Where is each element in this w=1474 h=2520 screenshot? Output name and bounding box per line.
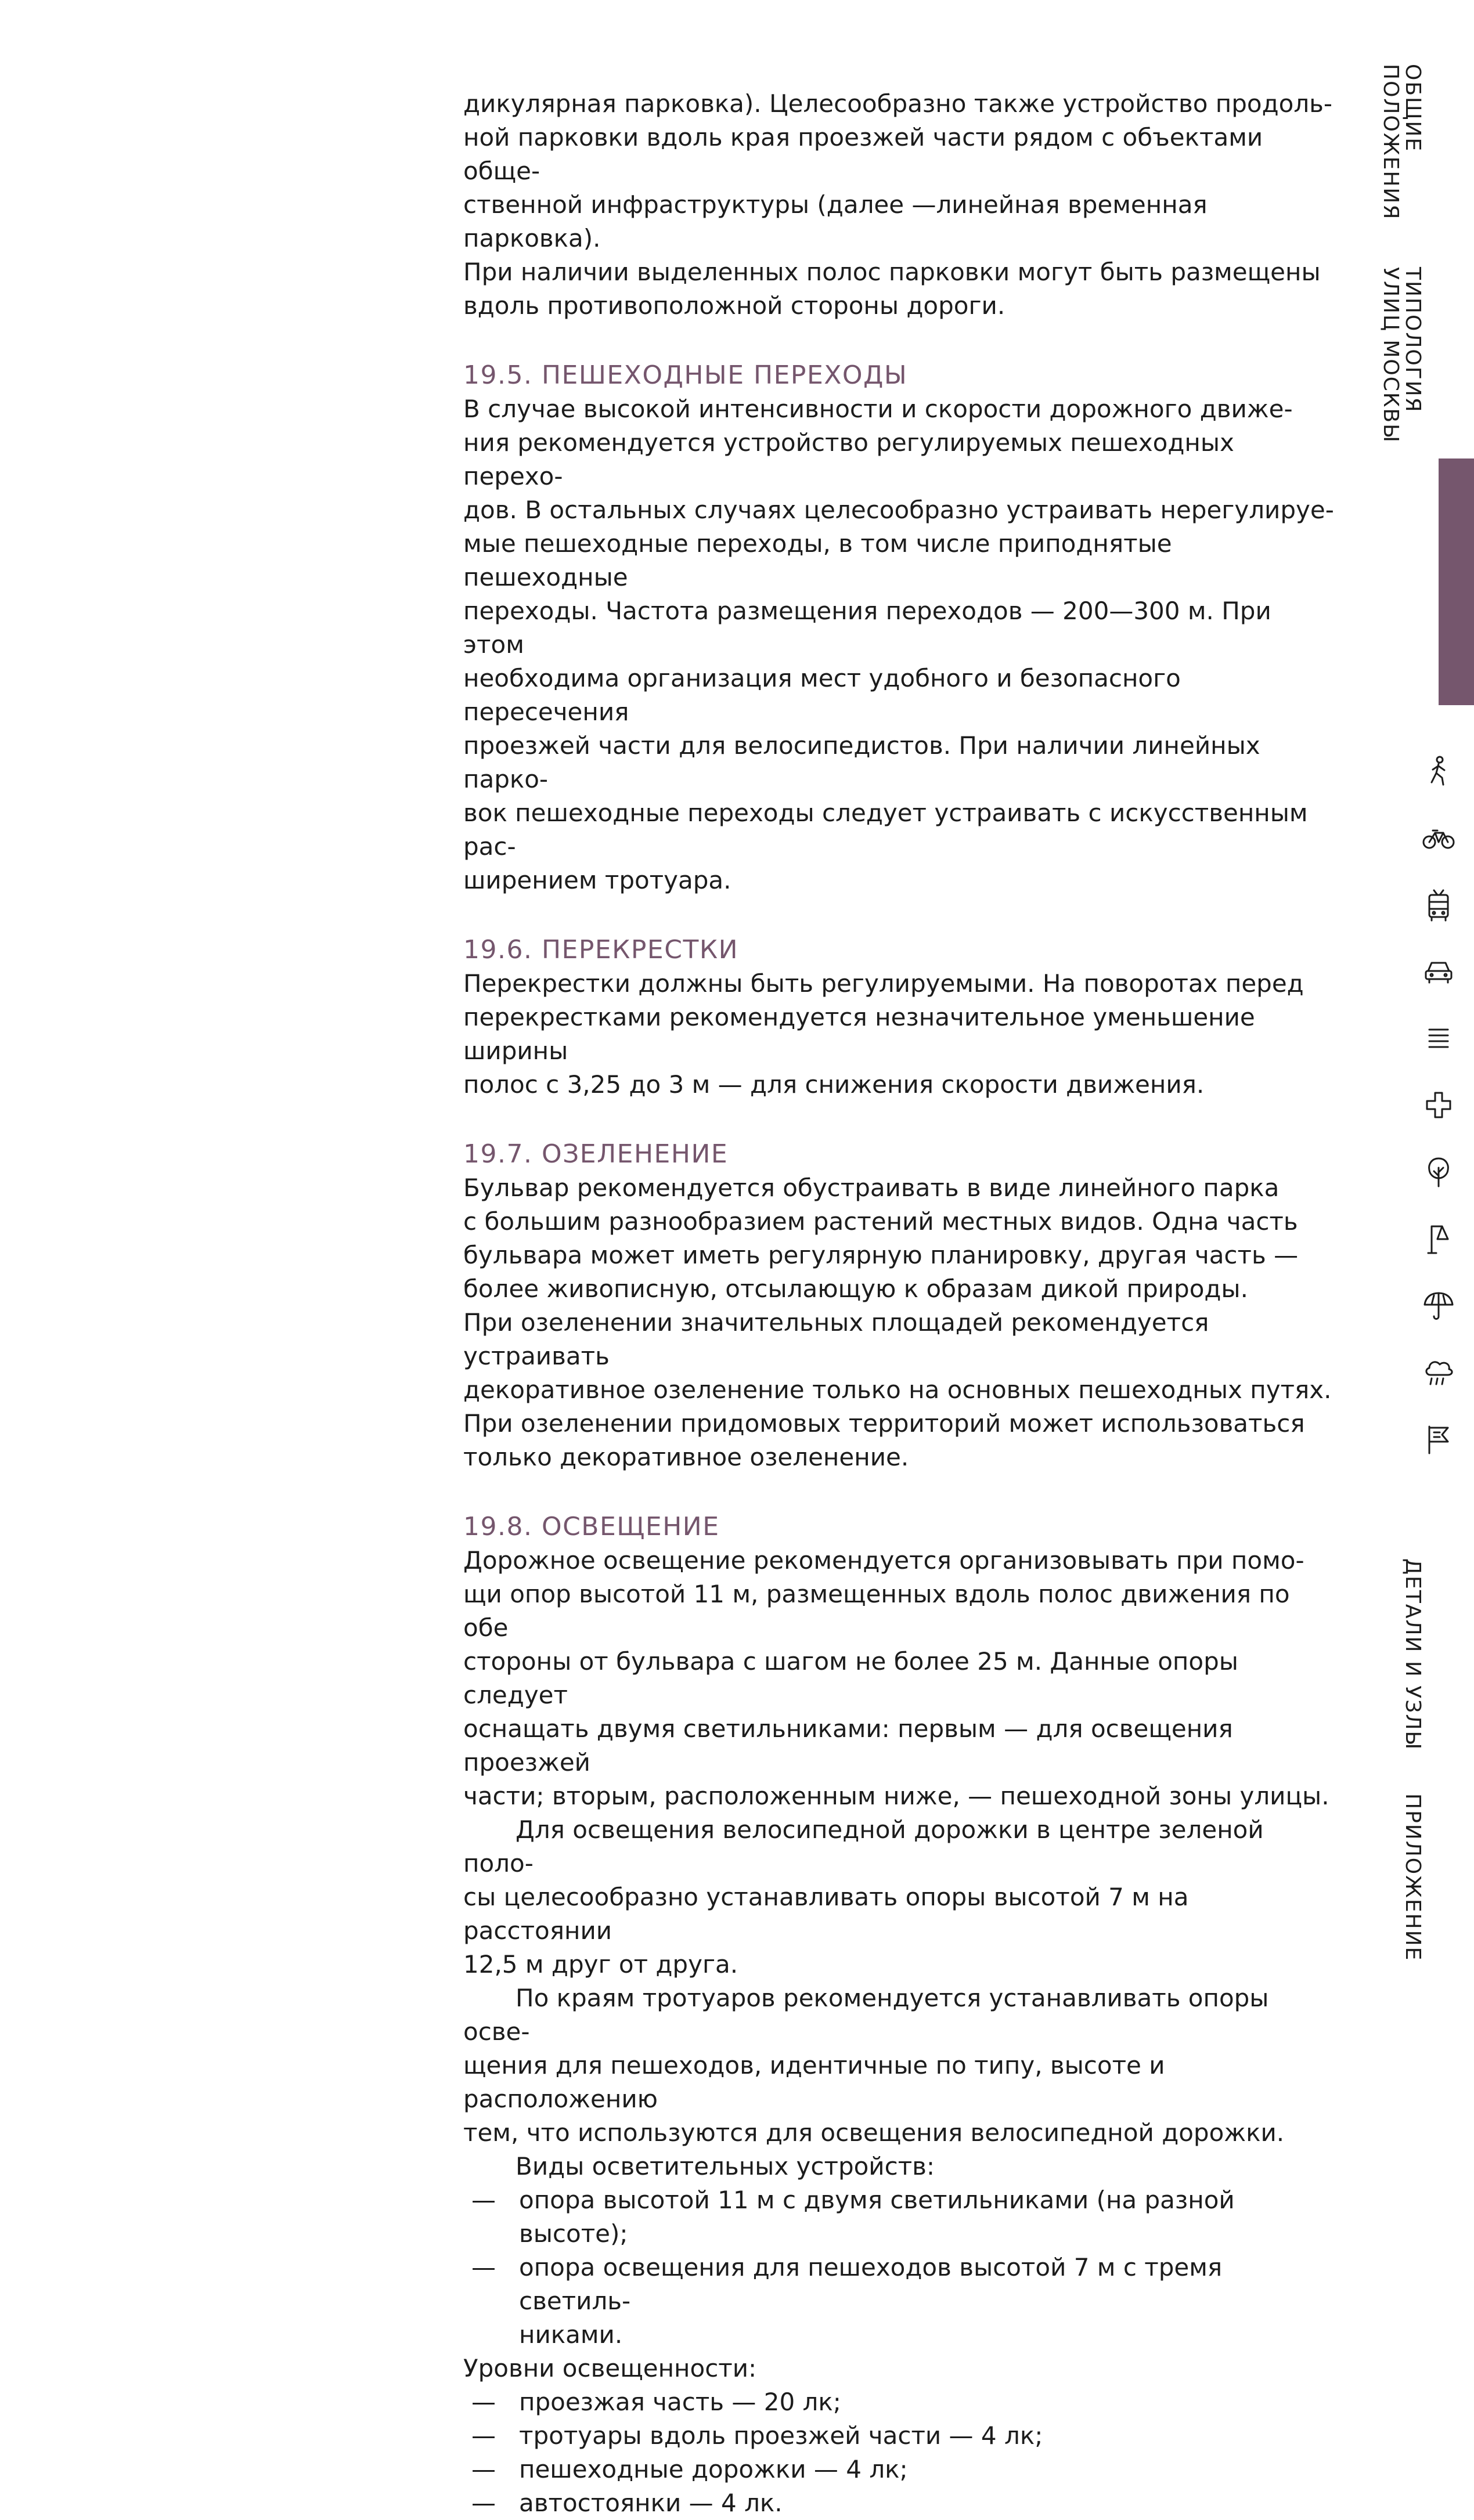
tree-icon[interactable] xyxy=(1421,1155,1456,1190)
list-item-text: тротуары вдоль проезжей части — 4 лк; xyxy=(519,2421,1043,2450)
main-content xyxy=(463,87,1334,2520)
paragraph-19-8-2: Для освещения велосипедной дорожки в центре зеленой поло- сы целесообразно устанавливать опоры высотой 7 м на расстоянии 12,5 м друг от друга. xyxy=(463,1815,1264,1979)
umbrella-icon[interactable] xyxy=(1421,1288,1456,1323)
bicycle-icon[interactable] xyxy=(1421,821,1456,856)
dash-bullet: — xyxy=(471,2489,496,2517)
list-item xyxy=(463,2419,1334,2453)
levels-label: Уровни освещенности: xyxy=(463,2354,757,2382)
nav-tab-general[interactable]: ОБЩИЕ ПОЛОЖЕНИЯ xyxy=(1379,64,1425,221)
car-icon[interactable] xyxy=(1421,955,1456,990)
lamp-post-icon[interactable] xyxy=(1421,1222,1456,1257)
paragraph-19-5: В случае высокой интенсивности и скорости дорожного движе- ния рекомендуется устройство регулируемых пешеходных перехо- дов. В остальных случаях целесообразно устраивать нерегулируе- мые пешеходные переходы, в том числе приподнятые пешеходные переходы. Частота размещения переходов — 200—300 м. При этом необходима организация мест удобного и безопасного пересечения проезжей части для велосипедистов. При наличии линейных парко- вок пешеходные переходы следует устраивать с искусственным рас- ширением тротуара. xyxy=(463,395,1334,894)
paragraph-19-8-3: По краям тротуаров рекомендуется устанавливать опоры осве- щения для пешеходов, идентичные по типу, высоте и расположению тем, что используются для освещения велосипедной дорожки. xyxy=(463,1984,1285,2147)
layers-icon[interactable] xyxy=(1421,1021,1456,1056)
paragraph-19-8-1: Дорожное освещение рекомендуется организовывать при помо- щи опор высотой 11 м, размещенных вдоль полос движения по обе стороны от бульвара с шагом не более 25 м. Данные опоры следует оснащать двумя светильниками: первым — для освещения проезжей части; вторым, расположенным ниже, — пешеходной зоны улицы. xyxy=(463,1546,1329,1810)
list-item xyxy=(463,2453,1334,2486)
trolleybus-icon[interactable] xyxy=(1421,888,1456,923)
heading-19-8: 19.8. ОСВЕЩЕНИЕ xyxy=(463,1512,720,1541)
heading-19-5: 19.5. ПЕШЕХОДНЫЕ ПЕРЕХОДЫ xyxy=(463,360,908,390)
list-item xyxy=(463,2486,1334,2520)
flag-icon[interactable] xyxy=(1421,1422,1456,1457)
intro-paragraph: дикулярная парковка). Целесообразно также устройство продоль- ной парковки вдоль края проезжей части рядом с объектами обще- ственной инфраструктуры (далее —линейная временная парковка). При наличии выделенных полос парковки могут быть размещены вдоль противоположной стороны дороги. xyxy=(463,89,1333,320)
list-item-text: пешеходные дорожки — 4 лк; xyxy=(519,2455,908,2483)
pedestrian-icon[interactable] xyxy=(1421,754,1456,789)
list-item-text: опора освещения для пешеходов высотой 7 м с тремя светиль- никами. xyxy=(519,2253,1223,2349)
paragraph-19-7: Бульвар рекомендуется обустраивать в виде линейного парка с большим разнообразием растений местных видов. Одна часть бульвара может иметь регулярную планировку, другая часть — более живописную, отсылающую к образам дикой природы. При озеленении значительных площадей рекомендуется устраивать декоративное озеленение только на основных пешеходных путях. При озеленении придомовых территорий может использоваться только декоративное озеленение. xyxy=(463,1174,1332,1471)
list-item-text: автостоянки — 4 лк. xyxy=(519,2489,783,2517)
rain-cloud-icon[interactable] xyxy=(1421,1355,1456,1390)
paragraph-19-6: Перекрестки должны быть регулируемыми. На поворотах перед перекрестками рекомендуется незначительное уменьшение ширины полос с 3,25 до 3 м — для снижения скорости движения. xyxy=(463,969,1304,1099)
nav-active-indicator xyxy=(1439,458,1474,705)
nav-tab-typology[interactable]: ТИПОЛОГИЯ УЛИЦ МОСКВЫ xyxy=(1379,267,1425,443)
list-item-text: проезжая часть — 20 лк; xyxy=(519,2388,841,2416)
list-item xyxy=(463,2385,1334,2419)
list-item-text: опора высотой 11 м с двумя светильниками (на разной высоте); xyxy=(519,2186,1235,2248)
medical-cross-icon[interactable] xyxy=(1421,1088,1456,1123)
dash-bullet: — xyxy=(471,2253,496,2281)
heading-19-6: 19.6. ПЕРЕКРЕСТКИ xyxy=(463,935,738,965)
nav-tab-appendix[interactable]: ПРИЛОЖЕНИЕ xyxy=(1401,1793,1425,1962)
dash-bullet: — xyxy=(471,2388,496,2416)
nav-tab-details[interactable]: ДЕТАЛИ И УЗЛЫ xyxy=(1401,1558,1425,1751)
dash-bullet: — xyxy=(471,2186,496,2214)
dash-bullet: — xyxy=(471,2421,496,2450)
heading-19-7: 19.7. ОЗЕЛЕНЕНИЕ xyxy=(463,1139,729,1169)
dash-bullet: — xyxy=(471,2455,496,2483)
paragraph-19-8-4: Виды осветительных устройств: xyxy=(516,2152,935,2180)
list-item xyxy=(463,2251,1334,2352)
list-item xyxy=(463,2183,1334,2251)
